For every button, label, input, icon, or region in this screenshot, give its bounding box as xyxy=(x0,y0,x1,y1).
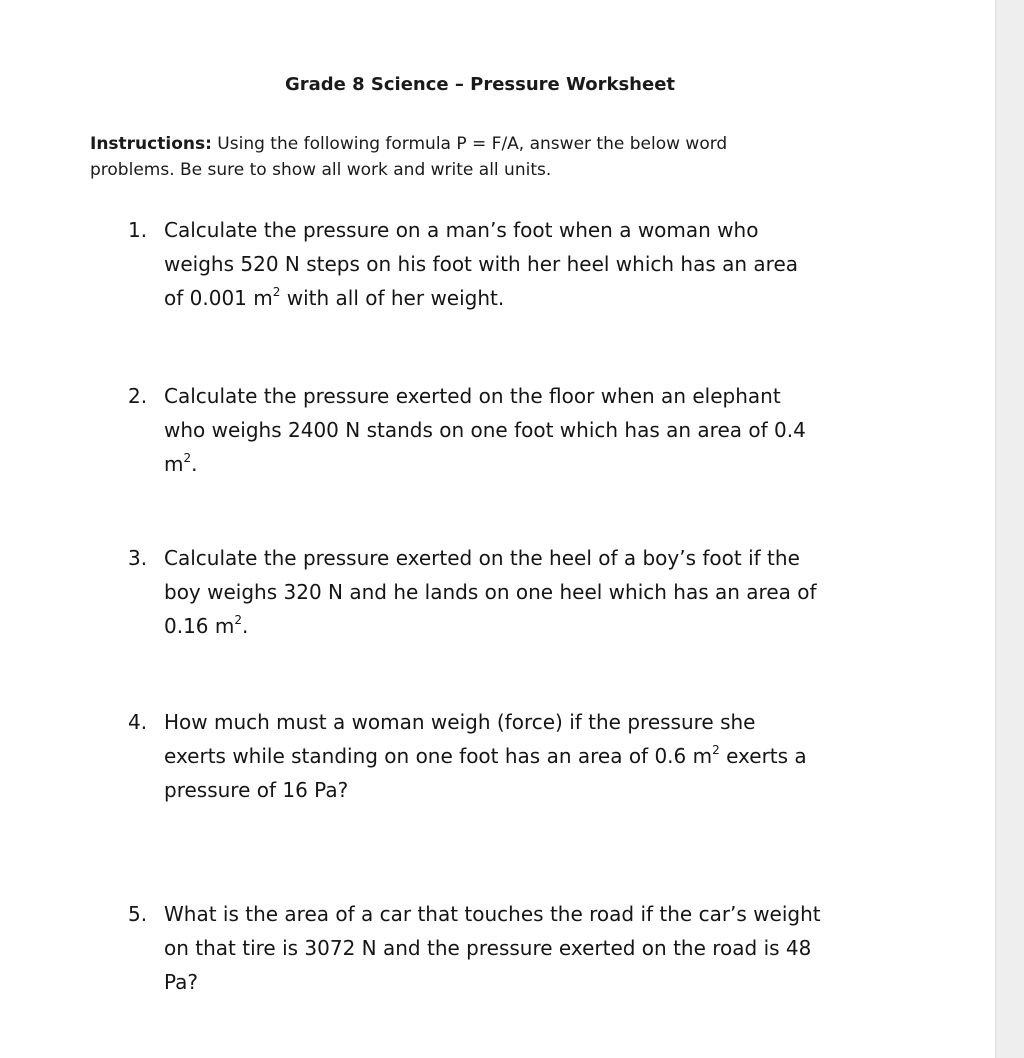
question-line xyxy=(164,609,874,643)
question-text xyxy=(164,213,874,315)
question-4 xyxy=(128,705,888,807)
question-line: How much must a woman weigh (force) if the pressure she xyxy=(164,710,756,734)
question-line: Calculate the pressure on a man’s foot when a woman who xyxy=(164,218,759,242)
question-text xyxy=(164,897,874,999)
question-line: boy weighs 320 N and he lands on one heel which has an area of xyxy=(164,580,817,604)
question-number: 5. xyxy=(128,902,148,926)
instructions-line-1 xyxy=(90,131,810,157)
instructions-label: Instructions: xyxy=(90,134,212,154)
question-line: pressure of 16 Pa? xyxy=(164,778,349,802)
question-line: weighs 520 N steps on his foot with her heel which has an area xyxy=(164,252,799,276)
question-text-part: m xyxy=(164,452,184,476)
question-line xyxy=(164,739,874,773)
question-number: 1. xyxy=(128,218,148,242)
superscript: 2 xyxy=(234,613,243,627)
instructions-text-1: Using the following formula P = F/A, answer the below word xyxy=(211,134,728,154)
superscript: 2 xyxy=(272,285,281,299)
question-text-part: with all of her weight. xyxy=(280,286,505,310)
question-text-part: 0.16 m xyxy=(164,614,235,638)
question-3 xyxy=(128,541,888,643)
superscript: 2 xyxy=(712,743,720,757)
question-line xyxy=(164,447,874,481)
question-text xyxy=(164,705,874,807)
superscript: 2 xyxy=(183,451,192,465)
question-text-part: of 0.001 m xyxy=(164,286,273,310)
question-text-part: . xyxy=(242,614,249,638)
question-text-part: exerts while standing on one foot has an area of 0.6 m xyxy=(164,744,713,768)
question-text xyxy=(164,541,874,643)
question-text-part: . xyxy=(191,452,198,476)
question-number: 4. xyxy=(128,710,148,734)
question-text xyxy=(164,379,874,481)
question-2 xyxy=(128,379,888,481)
question-5 xyxy=(128,897,888,999)
question-line xyxy=(164,281,874,315)
question-text-part: exerts a xyxy=(719,744,807,768)
question-line: who weighs 2400 N stands on one foot which has an area of 0.4 xyxy=(164,418,806,442)
question-line: on that tire is 3072 N and the pressure exerted on the road is 48 xyxy=(164,936,812,960)
instructions-line-2: problems. Be sure to show all work and write all units. xyxy=(90,160,552,180)
worksheet-title: Grade 8 Science – Pressure Worksheet xyxy=(284,74,676,95)
question-number: 2. xyxy=(128,384,148,408)
question-line: What is the area of a car that touches the road if the car’s weight xyxy=(164,902,821,926)
question-line: Calculate the pressure exerted on the floor when an elephant xyxy=(164,384,781,408)
question-1 xyxy=(128,213,888,315)
question-number: 3. xyxy=(128,546,148,570)
question-line: Calculate the pressure exerted on the heel of a boy’s foot if the xyxy=(164,546,800,570)
question-line: Pa? xyxy=(164,970,199,994)
viewer-right-margin xyxy=(995,0,1024,1058)
instructions xyxy=(90,131,810,183)
